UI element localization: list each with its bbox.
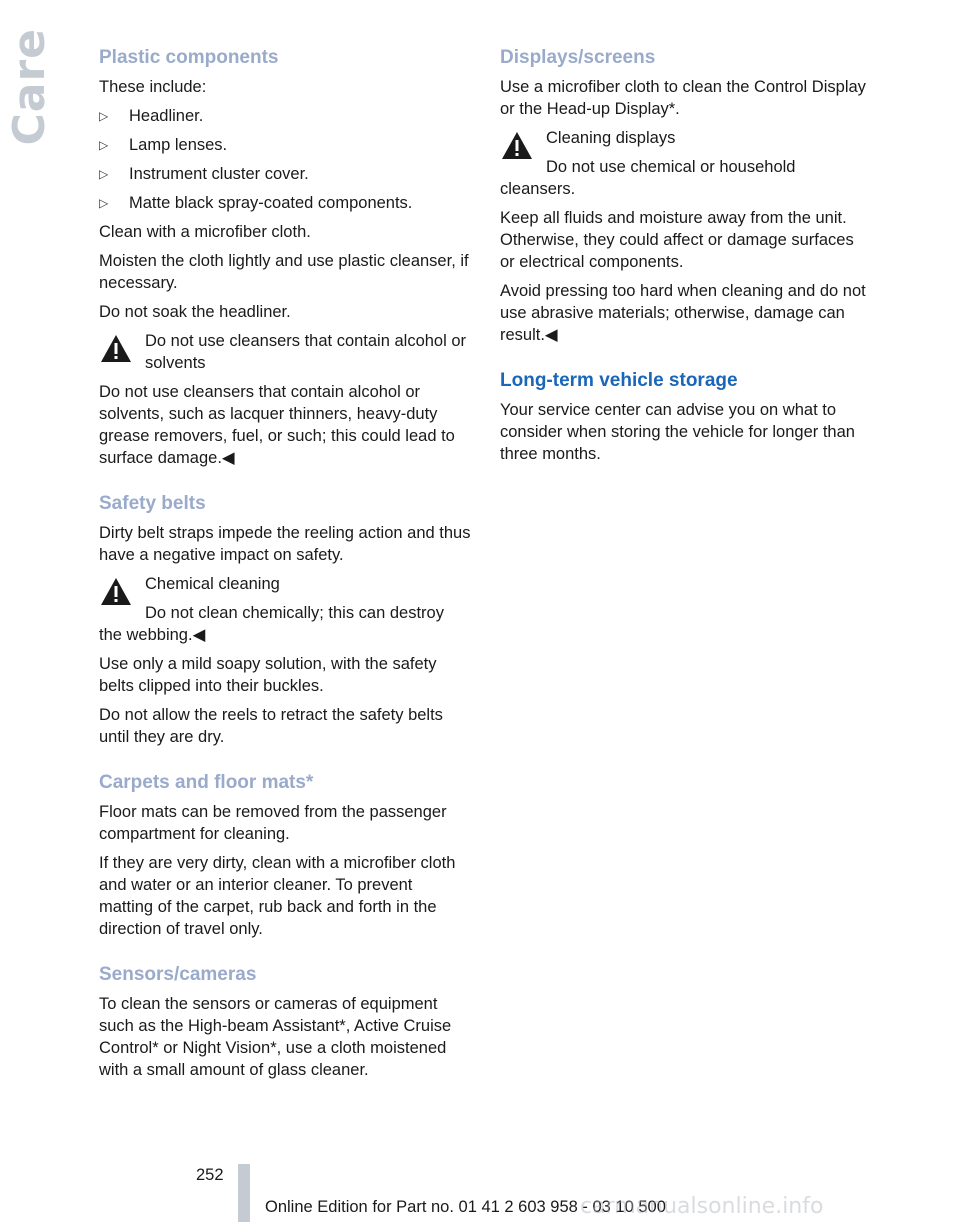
triangle-bullet-icon: ▷: [99, 196, 109, 210]
carpets-paragraph: Floor mats can be removed from the passenger compartment for cleaning.: [99, 803, 447, 843]
belts-paragraph: Use only a mild soapy solution, with the safety belts clipped into their buckles.: [99, 655, 437, 695]
plastic-paragraph: Clean with a microfiber cloth.: [99, 223, 311, 241]
warning-block: [500, 127, 872, 200]
belts-paragraph: Dirty belt straps impede the reeling action and thus have a negative impact on safety.: [99, 524, 471, 564]
carpets-heading: Carpets and floor mats*: [99, 772, 314, 793]
warning-block: [99, 330, 471, 469]
carpets-paragraph: If they are very dirty, clean with a microfiber cloth and water or an interior cleaner. To prevent matting of the carpet, rub back and forth in the direction of travel only.: [99, 854, 456, 938]
chapter-title: Care: [4, 28, 55, 146]
list-item: ▷ Matte black spray-coated components.: [99, 194, 413, 212]
list-item: ▷ Lamp lenses.: [99, 136, 228, 154]
triangle-bullet-icon: ▷: [99, 138, 109, 152]
warning-title: Cleaning displays: [546, 129, 676, 147]
warning-text: Do not use chemical or household cleansers.: [500, 158, 796, 198]
plastic-intro: These include:: [99, 78, 207, 96]
warning-title: Do not use cleansers that contain alcohol or solvents: [145, 332, 467, 372]
warning-block: [99, 573, 471, 646]
sensors-heading: Sensors/cameras: [99, 964, 257, 985]
displays-paragraph: Use a microfiber cloth to clean the Control Display or the Head-up Display*.: [500, 78, 866, 118]
list-item: ▷ Instrument cluster cover.: [99, 165, 309, 183]
triangle-bullet-icon: ▷: [99, 167, 109, 181]
warning-triangle-icon: [500, 129, 534, 163]
list-item: ▷ Headliner.: [99, 107, 204, 125]
page-number: 252: [196, 1166, 224, 1184]
warning-text: Do not use cleansers that contain alcohol or solvents, such as lacquer thinners, heavy-duty grease removers, fuel, or such; this could lead to surface damage.◀: [99, 383, 455, 467]
storage-paragraph: Your service center can advise you on what to consider when storing the vehicle for longer than three months.: [500, 401, 855, 463]
belts-paragraph: Do not allow the reels to retract the safety belts until they are dry.: [99, 706, 443, 746]
displays-paragraph: Keep all fluids and moisture away from the unit. Otherwise, they could affect or damage surfaces or electrical components.: [500, 209, 854, 271]
warning-text: Do not clean chemically; this can destroy the webbing.◀: [99, 604, 444, 644]
plastic-list: [99, 105, 471, 214]
displays-paragraph: Avoid pressing too hard when cleaning and do not use abrasive materials; otherwise, damage can result.◀: [500, 282, 866, 344]
footer-bar: [238, 1164, 250, 1222]
warning-triangle-icon: [99, 575, 133, 609]
plastic-paragraph: Do not soak the headliner.: [99, 303, 291, 321]
storage-heading: Long-term vehicle storage: [500, 370, 738, 391]
plastic-heading: Plastic components: [99, 47, 279, 68]
warning-title: Chemical cleaning: [145, 575, 280, 593]
left-column: [99, 46, 471, 1088]
watermark: carmanualsonline.info: [580, 1194, 824, 1219]
belts-heading: Safety belts: [99, 493, 206, 514]
plastic-paragraph: Moisten the cloth lightly and use plastic cleanser, if necessary.: [99, 252, 469, 292]
displays-heading: Displays/screens: [500, 47, 656, 68]
right-column: [500, 46, 872, 472]
warning-triangle-icon: [99, 332, 133, 366]
footer-edition: Online Edition for Part no. 01 41 2 603 958 - 03 10 500: [265, 1198, 666, 1216]
sensors-paragraph: To clean the sensors or cameras of equipment such as the High-beam Assistant*, Active Cruise Control* or Night Vision*, use a cloth moistened with a small amount of glass cleaner.: [99, 995, 452, 1079]
triangle-bullet-icon: ▷: [99, 109, 109, 123]
